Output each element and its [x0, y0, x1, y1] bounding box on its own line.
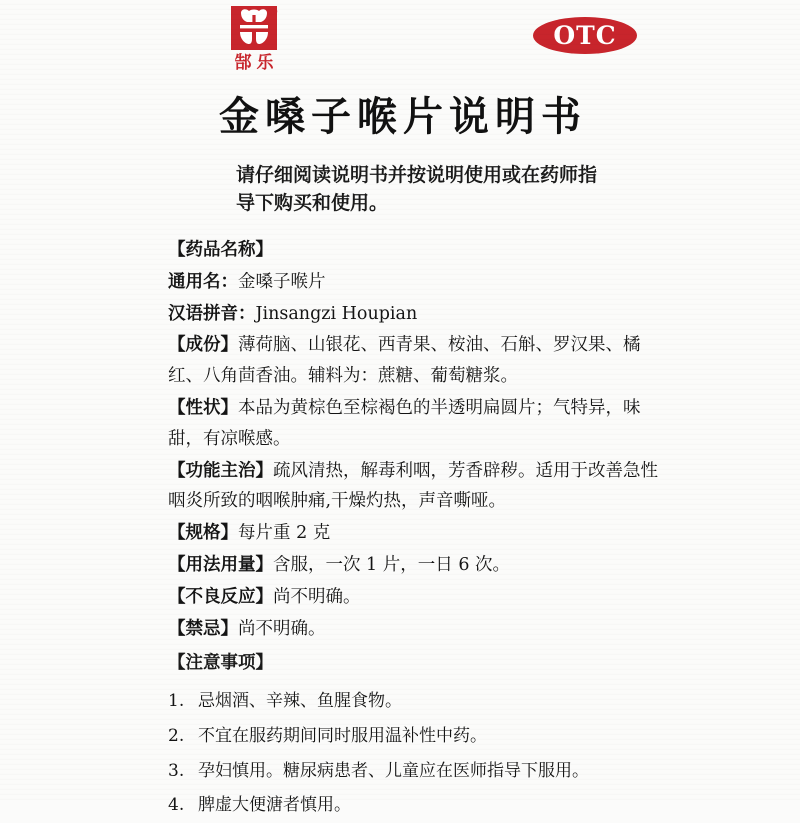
- section-value: 薄荷脑、山银花、西青果、桉油、石斛、罗汉果、橘红、八角茴香油。辅料为：蔗糖、葡萄糖浆。: [168, 335, 641, 387]
- section-value: 本品为黄棕色至棕褐色的半透明扁圆片；气特异，味甜，有凉喉感。: [168, 398, 641, 449]
- reading-warning: 请仔细阅读说明书并按说明使用或在药师指导下购买和使用。: [236, 164, 598, 214]
- section-label: 【性状】: [168, 398, 238, 419]
- list-item-number: 3.: [168, 760, 185, 781]
- section-indications: [168, 456, 668, 518]
- section-label: 汉语拼音：: [168, 303, 256, 324]
- list-item-text: 不宜在服药期间同时服用温补性中药。: [198, 725, 487, 746]
- section-label: 【功能主治】: [168, 460, 273, 481]
- brand-name: 郜乐: [234, 53, 279, 73]
- list-item-number: 2.: [168, 725, 185, 746]
- section-value: Jinsangzi Houpian: [255, 303, 418, 324]
- section-value: 金嗓子喉片: [238, 271, 326, 292]
- section-pinyin-name: [168, 299, 668, 330]
- section-value: 含服，一次 1 片，一日 6 次。: [273, 555, 511, 576]
- list-item: [168, 788, 668, 823]
- section-adverse-reactions: [168, 582, 668, 613]
- section-precautions-heading: 【注意事项】: [168, 653, 273, 674]
- section-dosage: [168, 550, 668, 581]
- list-item-number: 1.: [168, 690, 185, 711]
- section-generic-name: [168, 267, 668, 298]
- list-item: [168, 719, 668, 754]
- section-label: 【禁忌】: [168, 618, 238, 639]
- section-label: 【用法用量】: [168, 555, 273, 576]
- list-item-text: 孕妇慎用。糖尿病患者、儿童应在医师指导下服用。: [198, 760, 589, 781]
- section-value: 疏风清热，解毒利咽，芳香辟秽。适用于改善急性咽炎所致的咽喉肿痛,干燥灼热，声音嘶哑。: [168, 460, 658, 512]
- section-label: 通用名：: [168, 271, 238, 292]
- section-value: 尚不明确。: [238, 618, 326, 639]
- section-ingredients: [168, 330, 668, 392]
- section-label: 【规格】: [168, 523, 238, 544]
- precautions-list: [168, 684, 668, 823]
- section-value: 尚不明确。: [273, 586, 361, 607]
- section-label: 【不良反应】: [168, 586, 273, 607]
- otc-badge: OTC: [533, 17, 637, 54]
- page-title: 金嗓子喉片说明书: [219, 93, 587, 140]
- section-label: 【成份】: [168, 335, 238, 356]
- section-value: 每片重 2 克: [238, 523, 331, 544]
- brand-logo: [214, 6, 294, 73]
- list-item-text: 脾虚大便溏者慎用。: [198, 795, 351, 816]
- header: [0, 0, 800, 86]
- section-description: [168, 393, 668, 455]
- list-item: [168, 684, 668, 719]
- insert-body: [0, 235, 800, 823]
- list-item: [168, 754, 668, 789]
- list-item-text: 忌烟酒、辛辣、鱼腥食物。: [198, 690, 402, 711]
- section-label: 【药品名称】: [168, 240, 273, 261]
- brand-mark-row: [214, 6, 294, 52]
- registered-trademark-icon: ®: [266, 5, 279, 20]
- section-specification: [168, 518, 668, 549]
- section-contraindications: [168, 614, 668, 645]
- list-item-number: 4.: [168, 795, 185, 816]
- section-drug-name-heading: [168, 235, 668, 266]
